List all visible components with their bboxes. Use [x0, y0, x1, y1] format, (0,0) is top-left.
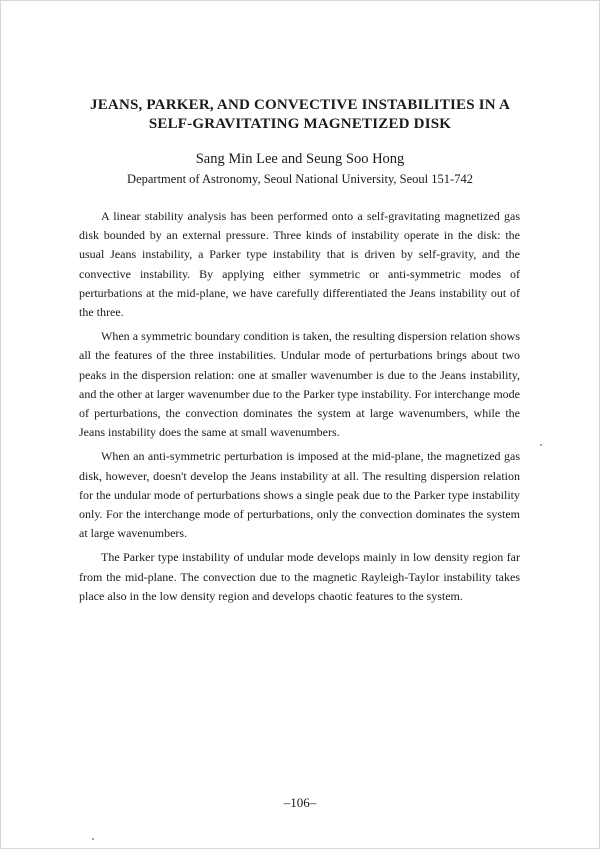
paragraph-1: A linear stability analysis has been performed onto a self-gravitating magnetized gas disk bounded by an external pressure. Three kinds of instability operate in the disk: the usual Jeans instability, a Parker type instability that is driven by self-gravity, and the convective instability. By applying either symmetric or anti-symmetric modes of perturbations at the mid-plane, we have carefully differentiated the Jeans instability out of the three.	[79, 209, 520, 320]
paragraph-2: When a symmetric boundary condition is taken, the resulting dispersion relation shows all the features of the three instabilities. Undular mode of perturbations brings about two peaks in the dispersion relation: one at smaller wavenumber is due to the Jeans instability, and the other at larger wavenumber due to the Parker type instability. For interchange mode of perturbations, the convection dominates the system at large wavenumbers, while the Jeans instability does the same at small wavenumbers.	[79, 329, 520, 440]
affiliation: Department of Astronomy, Seoul National University, Seoul 151-742	[127, 172, 473, 186]
paragraph-3: When an anti-symmetric perturbation is imposed at the mid-plane, the magnetized gas disk, however, doesn't develop the Jeans instability at all. The resulting dispersion relation for the undular mode of perturbations shows a single peak due to the Parker type instability only. For the interchange mode of perturbations, only the convection dominates the system at large wavenumbers.	[79, 449, 520, 541]
page-number: –106–	[283, 795, 317, 810]
scan-speck	[92, 838, 94, 840]
scan-speck	[540, 444, 542, 446]
authors: Sang Min Lee and Seung Soo Hong	[195, 151, 405, 167]
abstract-body	[79, 207, 520, 611]
paper-title-line-2: SELF-GRAVITATING MAGNETIZED DISK	[148, 116, 452, 132]
paper-title-line-1: JEANS, PARKER, AND CONVECTIVE INSTABILITIES IN A	[90, 97, 510, 113]
paragraph-4: The Parker type instability of undular mode develops mainly in low density region far from the mid-plane. The convection due to the magnetic Rayleigh-Taylor instability takes place also in the low density region and develops chaotic features to the system.	[79, 550, 520, 603]
